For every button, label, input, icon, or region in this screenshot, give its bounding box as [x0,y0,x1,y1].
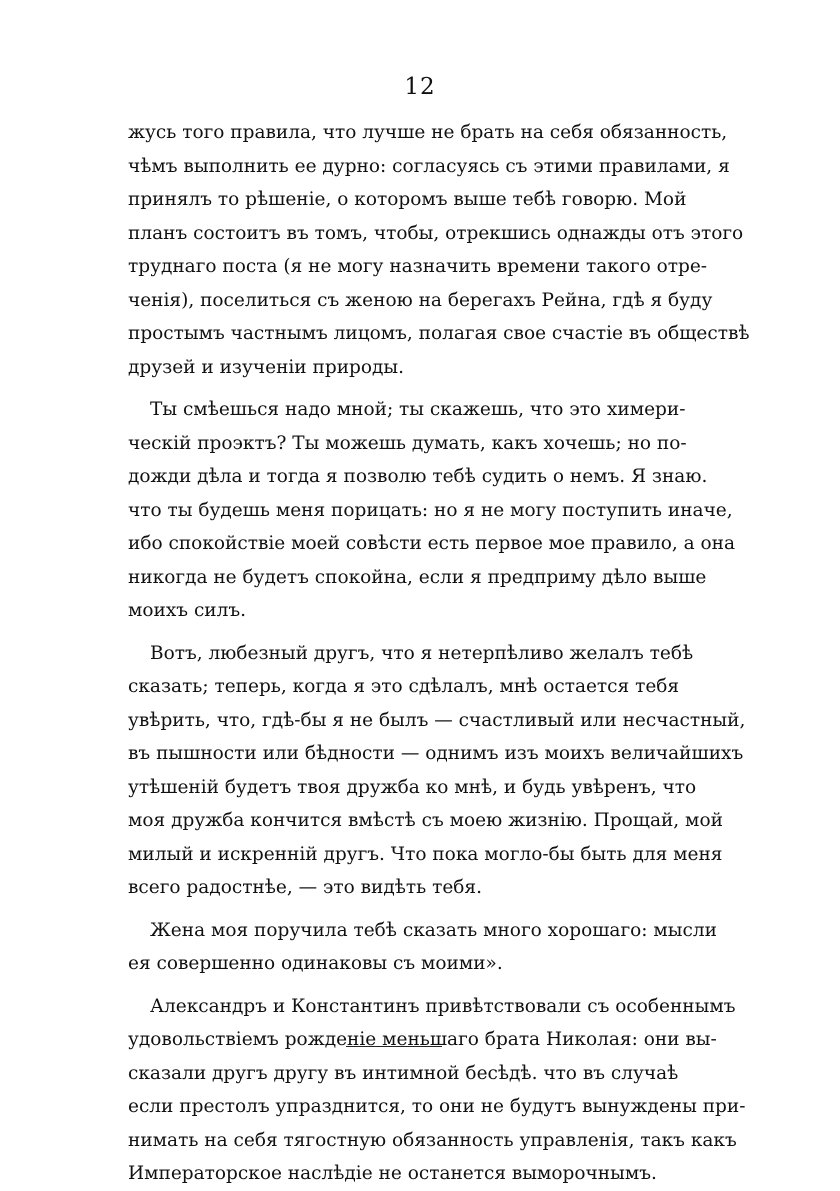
text-line: нимать на себя тягостную обязанность управленія, такъ какъ [128,1129,737,1151]
text-line: что ты будешь меня порицать: но я не могу поступить иначе, [128,499,733,521]
text-line: чѣмъ выполнить ее дурно: согласуясь съ этими правилами, я [128,155,730,177]
text-line: ибо спокойствіе моей совѣсти есть первое мое правило, а она [128,533,736,554]
text-line: если престолъ упразднится, то они не будутъ вынуждены при- [128,1096,746,1117]
paragraph [128,990,746,1191]
text-line: труднаго поста (я не могу назначить времени такого отре- [128,256,708,277]
text-line: простымъ частнымъ лицомъ, полагая свое счастіе въ обществѣ [128,323,750,344]
text-line: удовольствіемъ рожденіе меньшаго брата Николая: они вы- [128,1029,717,1050]
body-text [128,116,750,1191]
text-line: дожди дѣла и тогда я позволю тебѣ судить о немъ. Я знаю. [128,466,708,487]
text-line: ческій проэктъ? Ты можешь думать, какъ хочешь; но по- [128,432,687,454]
text-line: принялъ то рѣшеніе, о которомъ выше тебѣ говорю. Мой [128,189,687,210]
text-line: Жена моя поручила тебѣ сказать много хорошаго: мысли [150,919,717,941]
text-line: Ты смѣешься надо мной; ты скажешь, что это химери- [150,399,686,420]
text-line: жусь того правила, что лучше не брать на себя обязанность, [128,122,728,143]
page-number: 12 [404,74,436,100]
text-line: моя дружба кончится вмѣстѣ съ моею жизнію. Прощай, мой [128,810,723,831]
text-line: Вотъ, любезный другъ, что я нетерпѣливо желалъ тебѣ [150,642,694,664]
text-line: всего радостнѣе, — это видѣть тебя. [128,877,482,898]
text-line: милый и искренній другъ. Что пока могло-бы быть для меня [128,843,723,865]
text-line: планъ состоитъ въ томъ, чтобы, отрекшись однажды отъ этого [128,222,744,244]
text-line: друзей и изученіи природы. [128,356,405,378]
text-line: увѣрить, что, гдѣ-бы я не былъ — счастливый или несчастный, [128,709,746,731]
closing-rule [346,1046,442,1047]
text-line: ченія), поселиться съ женою на берегахъ Рейна, гдѣ я буду [128,289,713,311]
text-line: моихъ силъ. [128,600,247,621]
text-line: никогда не будетъ спокойна, если я предприму дѣло выше [128,566,707,588]
paragraph [128,393,736,628]
text-line: ея совершенно одинаковы съ моими». [128,953,503,974]
paragraph [128,914,717,981]
text-line: сказали другъ другу въ интимной бесѣдѣ. что въ случаѣ [128,1062,679,1084]
text-line: въ пышности или бѣдности — однимъ изъ моихъ величайшихъ [128,743,744,764]
text-line: утѣшеній будетъ твоя дружба ко мнѣ, и будь увѣренъ, что [128,776,697,798]
paragraph [128,116,750,384]
paragraph [128,637,746,905]
text-line: Императорское наслѣдіе не останется выморочнымъ. [128,1163,657,1184]
text-line: сказать; теперь, когда я это сдѣлалъ, мнѣ остается тебя [128,676,680,697]
text-line: Александръ и Константинъ привѣтствовали съ особеннымъ [150,995,736,1017]
